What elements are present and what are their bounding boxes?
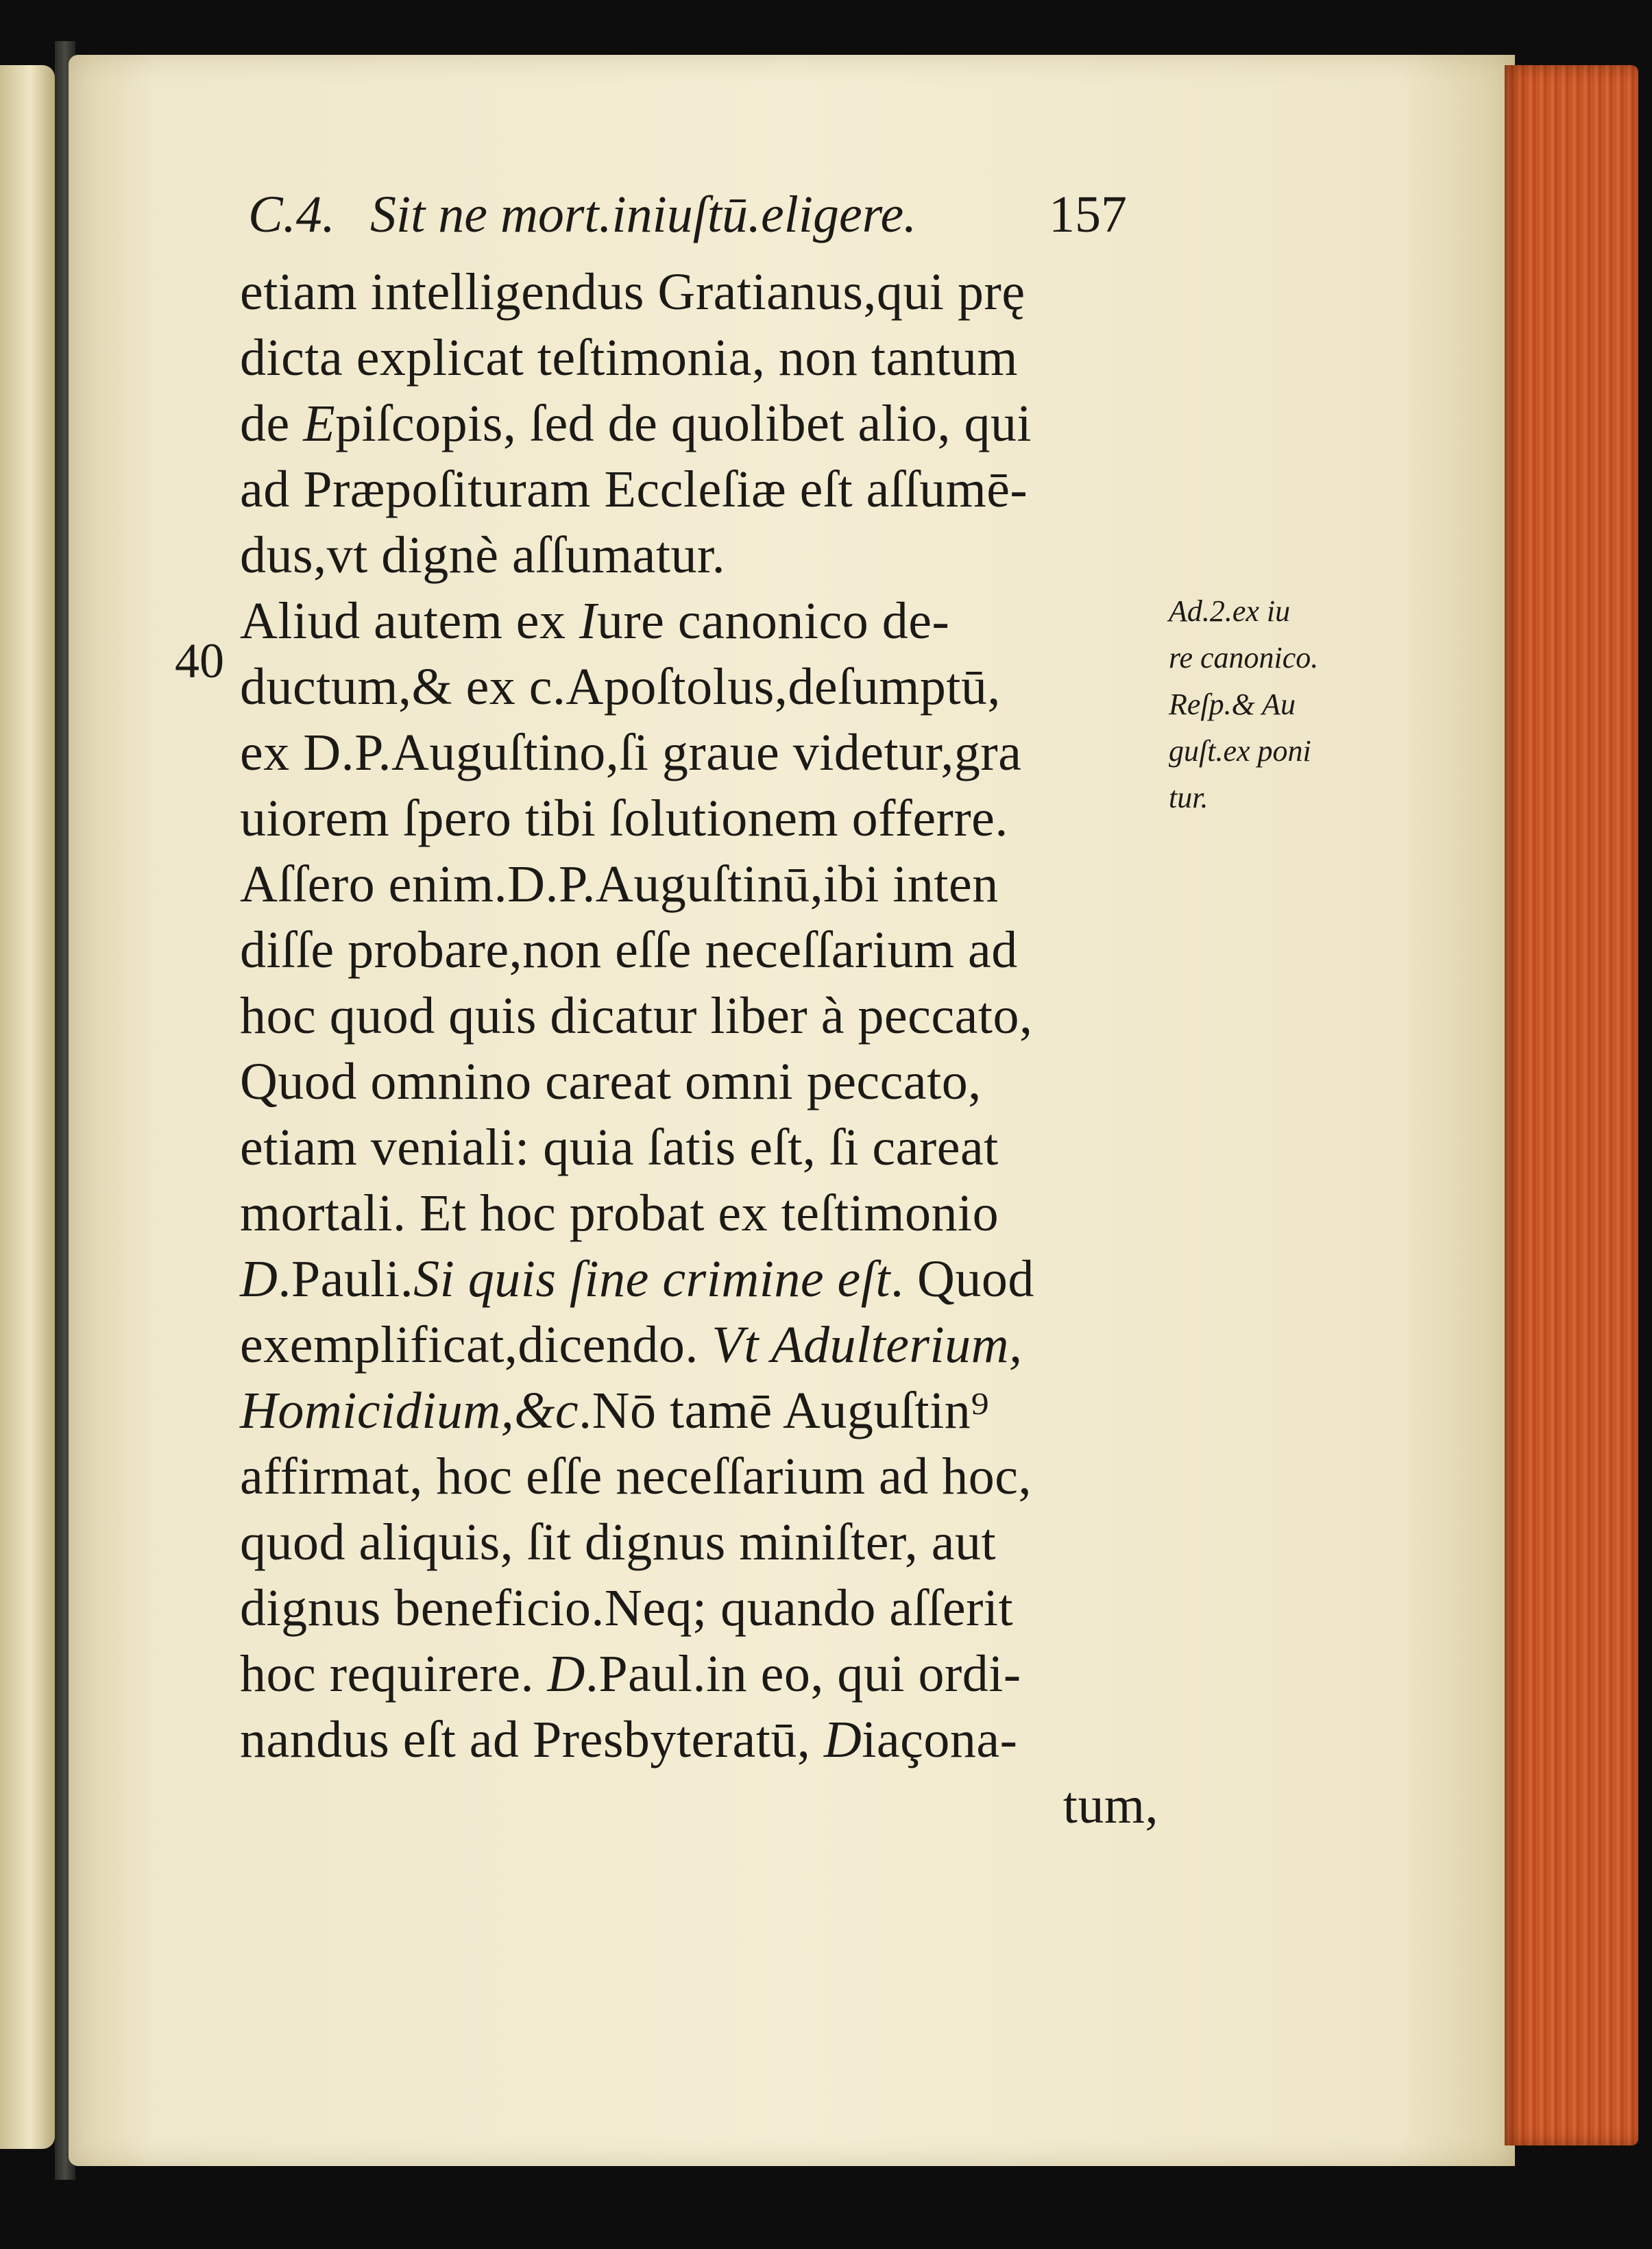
text-segment: D <box>240 1250 278 1308</box>
text-line <box>240 1641 1158 1707</box>
text-block <box>240 185 1158 1838</box>
text-segment: uiorem ſpero tibi ſolutionem offerre. <box>240 790 1008 847</box>
marginal-line: guſt.ex poni <box>1169 734 1311 768</box>
text-segment: . Quod <box>890 1250 1034 1308</box>
text-line <box>240 391 1158 457</box>
marginal-note <box>1169 588 1388 821</box>
text-segment: diſſe probare,non eſſe neceſſarium ad <box>240 921 1018 979</box>
text-segment: Homicidium,&c <box>240 1382 579 1439</box>
text-segment: Vt Adulterium, <box>712 1316 1023 1374</box>
text-segment: mortali. Et hoc probat ex teſtimonio <box>240 1184 999 1242</box>
marginal-line: Reſp.& Au <box>1169 688 1296 721</box>
text-line <box>240 1509 1158 1575</box>
line-number: 40 <box>175 633 224 688</box>
running-header <box>240 185 1158 259</box>
text-segment: ad Præpoſituram Eccleſiæ eſt aſſumē- <box>240 461 1028 518</box>
text-segment: Si quis ſine crimine eſt <box>413 1250 891 1308</box>
text-segment: I <box>579 592 597 650</box>
text-segment: D <box>823 1711 862 1768</box>
text-line <box>240 1246 1158 1312</box>
marginal-line: Ad.2.ex iu <box>1169 594 1291 628</box>
text-line <box>240 1707 1158 1773</box>
text-line <box>240 1378 1158 1444</box>
text-line <box>240 786 1158 851</box>
text-segment: D <box>547 1645 585 1703</box>
text-segment: .Nō tamē Auguſtin⁹ <box>579 1382 990 1439</box>
running-title: Sit ne mort.iniuſtū.eligere. <box>370 186 917 243</box>
marginal-line: tur. <box>1169 781 1208 814</box>
text-segment: etiam intelligendus Gratianus,qui prę <box>240 263 1025 321</box>
text-segment: hoc quod quis dicatur liber à peccato, <box>240 987 1033 1045</box>
body-text <box>240 259 1158 1773</box>
text-line <box>240 720 1158 786</box>
text-line <box>240 654 1158 720</box>
text-segment: .Pauli. <box>278 1250 414 1308</box>
text-segment: Quod omnino careat omni peccato, <box>240 1053 982 1110</box>
text-segment: iaçona- <box>862 1711 1018 1768</box>
text-line <box>240 259 1158 325</box>
text-segment: Aliud autem ex <box>240 592 580 650</box>
text-segment: ex D.P.Auguſtino,ſi graue videtur,gra <box>240 724 1022 781</box>
text-segment: de <box>240 395 304 452</box>
text-segment: piſcopis, ſed de quolibet alio, qui <box>335 395 1032 452</box>
text-line <box>240 588 1158 654</box>
text-line <box>240 1444 1158 1509</box>
text-line <box>240 1115 1158 1180</box>
text-segment: dicta explicat teſtimonia, non tantum <box>240 329 1018 387</box>
text-segment: dignus beneficio.Neq; quando aſſerit <box>240 1579 1014 1637</box>
text-segment: Aſſero enim.D.P.Auguſtinū,ibi inten <box>240 855 999 913</box>
text-segment: .Paul.in eo, qui ordi- <box>585 1645 1021 1703</box>
text-segment: exemplificat,dicendo. <box>240 1316 712 1374</box>
text-line <box>240 1575 1158 1641</box>
text-line <box>240 1180 1158 1246</box>
text-segment: quod aliquis, ſit dignus miniſter, aut <box>240 1513 997 1571</box>
text-line <box>240 851 1158 917</box>
text-line <box>240 983 1158 1049</box>
text-line <box>240 917 1158 983</box>
marginal-line: re canonico. <box>1169 641 1319 674</box>
red-fore-edge <box>1505 65 1638 2145</box>
text-segment: E <box>303 395 336 452</box>
text-segment: nandus eſt ad Presbyteratū, <box>240 1711 824 1768</box>
text-line <box>240 522 1158 588</box>
text-segment: hoc requirere. <box>240 1645 548 1703</box>
text-line <box>240 1049 1158 1115</box>
catchword: tum, <box>1062 1777 1158 1834</box>
chapter-label: C.4. <box>248 186 335 243</box>
text-line <box>240 325 1158 391</box>
text-segment: dus,vt dignè aſſumatur. <box>240 526 726 584</box>
left-page-edge <box>0 65 55 2149</box>
text-segment: etiam veniali: quia ſatis eſt, ſi careat <box>240 1119 999 1176</box>
text-segment: ure canonico de- <box>596 592 950 650</box>
page-number: 157 <box>1049 186 1127 243</box>
text-line <box>240 1312 1158 1378</box>
text-line <box>240 457 1158 522</box>
text-segment: affirmat, hoc eſſe neceſſarium ad hoc, <box>240 1448 1032 1505</box>
text-segment: ductum,& ex c.Apoſtolus,deſumptū, <box>240 658 1001 716</box>
